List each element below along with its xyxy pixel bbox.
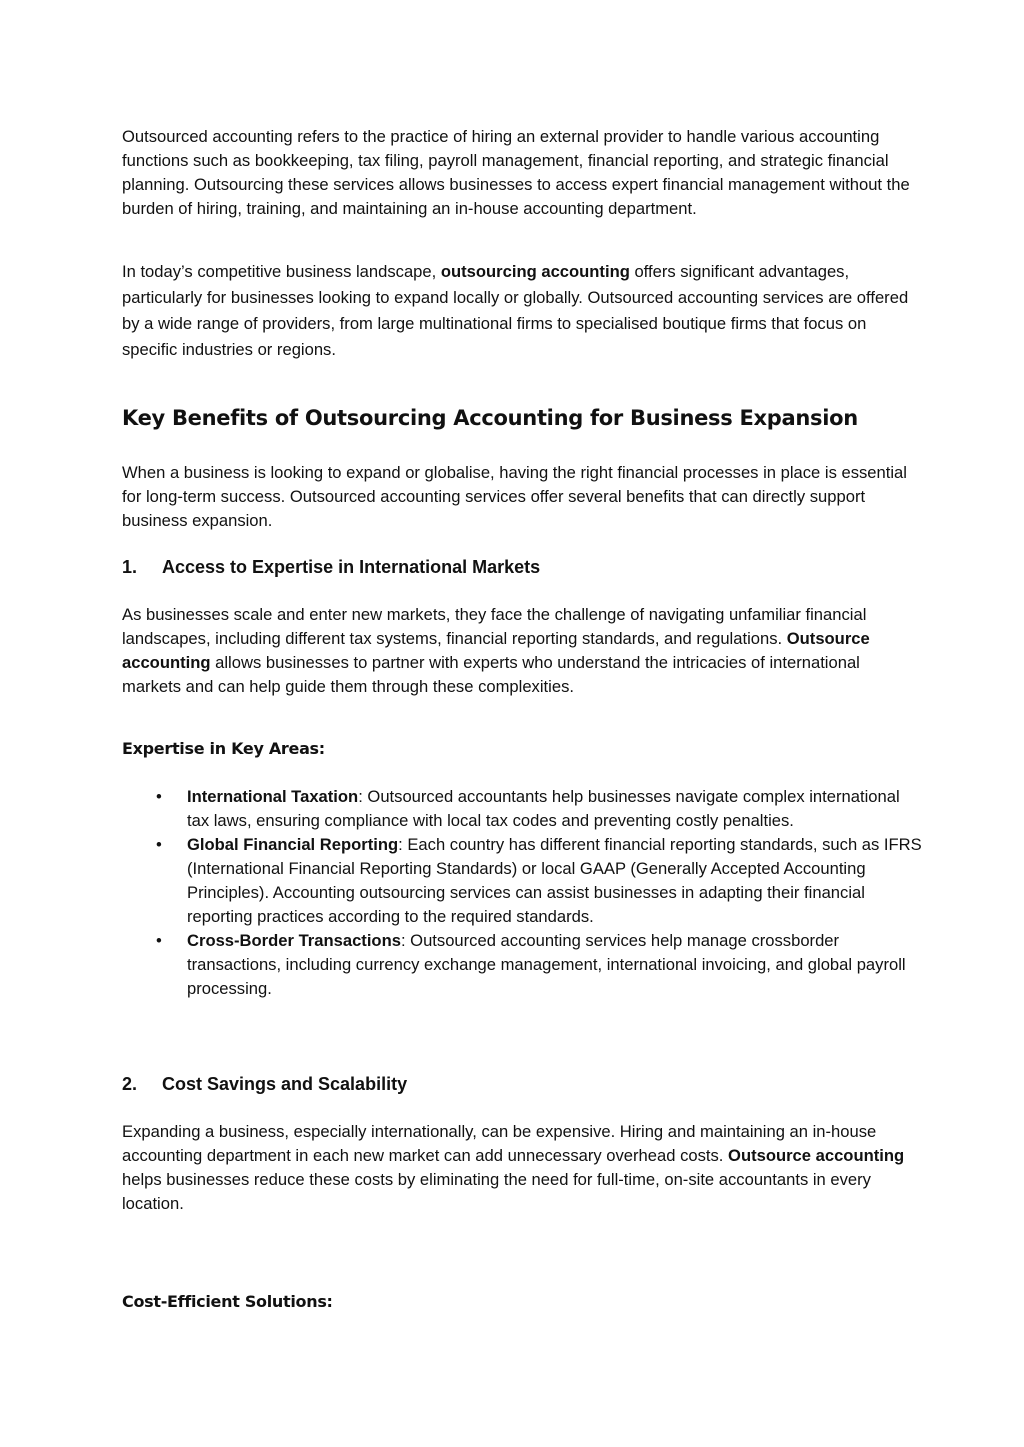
cost-solutions-subheading: Cost-Efficient Solutions: (122, 1292, 333, 1311)
list-item-term: International Taxation (187, 787, 359, 806)
intro-p2-text-start: In today’s competitive business landscape, (122, 262, 441, 281)
list-item-term: Global Financial Reporting (187, 835, 399, 854)
intro-paragraph-2 (122, 259, 912, 363)
intro-paragraph-1: Outsourced accounting refers to the practice of hiring an external provider to handle various accounting functions such as bookkeeping, tax filing, payroll management, financial reporting, and strategic financial planning. Outsourcing these services allows businesses to access expert financial management without the burden of hiring, training, and maintaining an in-house accounting department. (122, 127, 910, 218)
benefit-2-bold: Outsource accounting (728, 1146, 905, 1165)
section-intro: When a business is looking to expand or globalise, having the right financial processes in place is essential for long-term success. Outsourced accounting services offer several benefits that can directly support business expansion. (122, 463, 907, 530)
benefit-1-bold: Outsource accounting (122, 629, 870, 672)
benefit-2-number: 2. (122, 1074, 138, 1094)
list-item (122, 929, 922, 1001)
benefit-2-text-end: helps businesses reduce these costs by eliminating the need for full-time, on-site accountants in every location. (122, 1170, 871, 1213)
list-item-text: : Outsourced accounting services help manage crossborder transactions, including currency exchange management, international invoicing, and global payroll processing. (187, 931, 906, 998)
bullet-marker: • (156, 787, 162, 806)
section-title: Key Benefits of Outsourcing Accounting for Business Expansion (122, 406, 858, 430)
expertise-subheading: Expertise in Key Areas: (122, 739, 325, 758)
benefit-1-text-start: As businesses scale and enter new markets, they face the challenge of navigating unfamiliar financial landscapes, including different tax systems, financial reporting standards, and regulations. (122, 605, 867, 648)
bullet-marker: • (156, 931, 162, 950)
benefit-2-title: Cost Savings and Scalability (162, 1074, 408, 1094)
benefit-2-heading (122, 1074, 407, 1095)
intro-p2-text-end: offers significant advantages, particularly for businesses looking to expand locally or globally. Outsourced accounting services are offered by a wide range of providers, from large multinational firms to specialised boutique firms that focus on specific industries or regions. (122, 262, 909, 359)
intro-p2-bold: outsourcing accounting (440, 262, 630, 281)
list-item (122, 833, 922, 929)
benefit-1-text-end: allows businesses to partner with experts who understand the intricacies of international markets and can help guide them through these complexities. (122, 653, 860, 696)
expertise-list (122, 785, 922, 1001)
bullet-marker: • (156, 835, 162, 854)
benefit-1-paragraph (122, 603, 912, 699)
list-item-text: : Outsourced accountants help businesses navigate complex international tax laws, ensuring compliance with local tax codes and preventing costly penalties. (187, 787, 900, 830)
list-item-text: : Each country has different financial reporting standards, such as IFRS (International Financial Reporting Standards) or local GAAP (Generally Accepted Accounting Principles). Accounting outsourcing services can assist businesses in adapting their financial reporting practices according to the required standards. (187, 835, 922, 926)
benefit-2-text-start: Expanding a business, especially internationally, can be expensive. Hiring and maintaining an in-house accounting department in each new market can add unnecessary overhead costs. (122, 1122, 877, 1165)
list-item (122, 785, 922, 833)
benefit-1-number: 1. (122, 557, 138, 577)
list-item-term: Cross-Border Transactions (187, 931, 401, 950)
benefit-1-heading (122, 557, 540, 578)
benefit-2-paragraph (122, 1120, 912, 1216)
benefit-1-title: Access to Expertise in International Markets (162, 557, 541, 577)
